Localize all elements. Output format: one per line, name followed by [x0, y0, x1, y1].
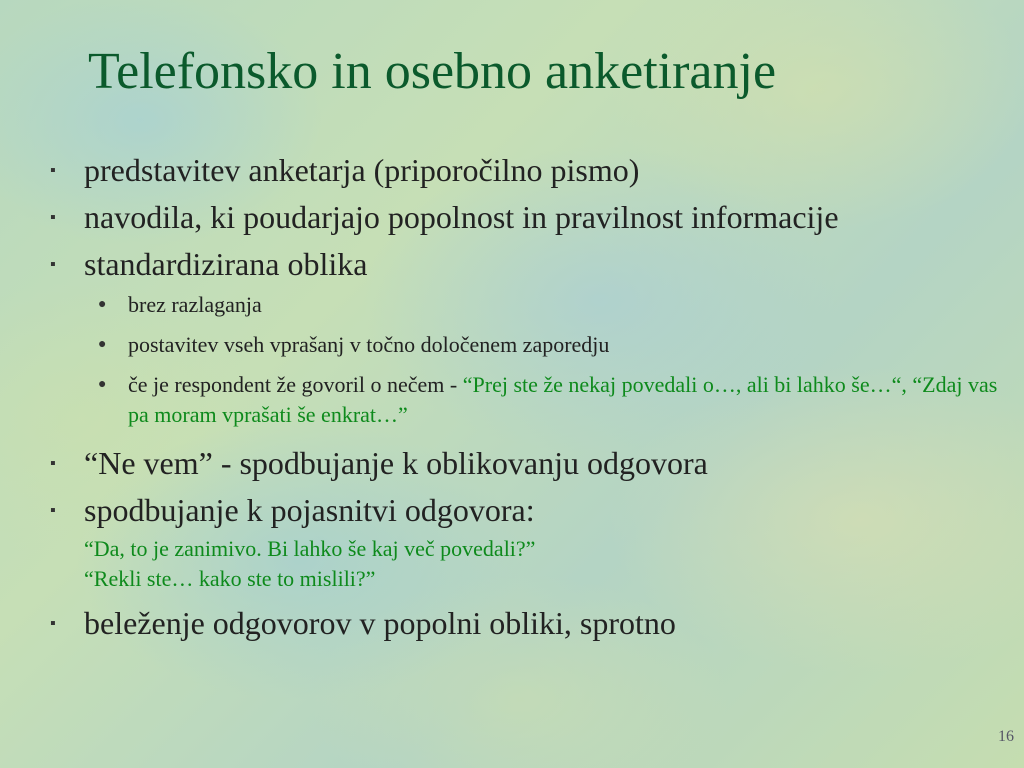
bullet-item-text: beleženje odgovorov v popolni obliki, sprotno: [84, 605, 676, 641]
bullet-item-4: [48, 440, 998, 487]
round-bullet-icon: ●: [98, 377, 107, 392]
bullet-item-text: predstavitev anketarja (priporočilno pismo): [84, 152, 640, 188]
square-bullet-icon: ▪: [50, 162, 56, 179]
quoted-example-line: “Da, to je zanimivo. Bi lahko še kaj več povedali?”: [84, 536, 536, 561]
sub-bullet-list: [96, 290, 998, 430]
sub-bullet-item-1: [96, 290, 998, 320]
bullet-item-5: [48, 487, 998, 594]
quoted-example-line: “Rekli ste… kako ste to mislili?”: [84, 566, 376, 591]
page-number: 16: [998, 728, 1014, 745]
sub-bullet-item-2: [96, 330, 998, 360]
bullet-list: [48, 147, 998, 647]
sub-bullet-item-3: [96, 370, 998, 430]
round-bullet-icon: ●: [98, 337, 107, 352]
square-bullet-icon: ▪: [50, 209, 56, 226]
sub-bullet-text: postavitev vseh vprašanj v točno določenem zaporedju: [128, 332, 610, 357]
quoted-example: “Prej ste že nekaj povedali o…, ali bi lahko še…“, “Zdaj vas pa moram vprašati še enkrat…”: [128, 372, 998, 427]
sub-bullet-text: če je respondent že govoril o nečem -: [128, 372, 463, 397]
bullet-item-6: [48, 600, 998, 647]
bullet-item-3: [48, 241, 998, 288]
square-bullet-icon: ▪: [50, 455, 56, 472]
square-bullet-icon: ▪: [50, 502, 56, 519]
sub-bullet-text: brez razlaganja: [128, 292, 262, 317]
bullet-item-text: standardizirana oblika: [84, 246, 368, 282]
bullet-item-1: [48, 147, 998, 194]
bullet-item-text: navodila, ki poudarjajo popolnost in pravilnost informacije: [84, 199, 839, 235]
bullet-item-text: “Ne vem” - spodbujanje k oblikovanju odgovora: [84, 445, 708, 481]
round-bullet-icon: ●: [98, 297, 107, 312]
square-bullet-icon: ▪: [50, 615, 56, 632]
slide-title: Telefonsko in osebno anketiranje: [88, 43, 777, 100]
square-bullet-icon: ▪: [50, 256, 56, 273]
bullet-item-text: spodbujanje k pojasnitvi odgovora:: [84, 492, 535, 528]
bullet-item-2: [48, 194, 998, 241]
